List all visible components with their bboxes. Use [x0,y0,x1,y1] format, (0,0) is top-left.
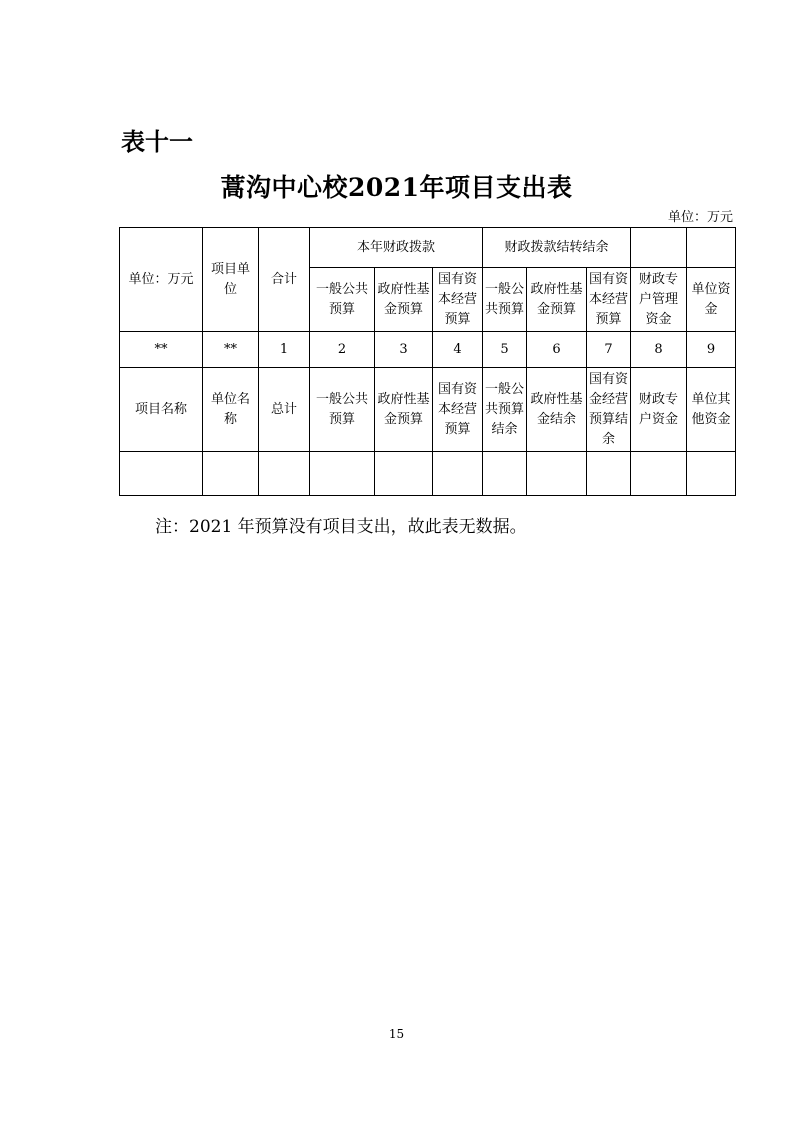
page-number: 15 [388,1027,405,1041]
header-unit: 单位：万元 [120,228,203,332]
empty-cell [527,452,587,496]
header-carry-gov-fund: 政府性基金预算 [527,268,587,332]
name-cell: 财政专户资金 [631,368,687,452]
name-cell: 单位其他资金 [687,368,736,452]
name-cell: 总计 [259,368,310,452]
table-empty-row [120,452,736,496]
table-header-row-1 [120,228,736,268]
header-project-unit: 项目单位 [203,228,259,332]
name-cell: 单位名称 [203,368,259,452]
header-current-state-capital: 国有资本经营预算 [433,268,483,332]
name-cell: 项目名称 [120,368,203,452]
table-index-row [120,332,736,368]
empty-cell [587,452,631,496]
empty-cell [687,452,736,496]
header-carry-general: 一般公共预算 [483,268,527,332]
empty-cell [259,452,310,496]
header-current-general: 一般公共预算 [310,268,375,332]
footnote: 注：2021 年预算没有项目支出，故此表无数据。 [155,517,527,537]
index-cell: 8 [631,332,687,368]
empty-cell [433,452,483,496]
header-unit-funds: 单位资金 [687,268,736,332]
index-cell: 1 [259,332,310,368]
index-cell: ** [203,332,259,368]
header-special-mgmt: 财政专户管理资金 [631,268,687,332]
index-cell: 9 [687,332,736,368]
name-cell: 一般公共预算结余 [483,368,527,452]
index-cell: 4 [433,332,483,368]
project-expenditure-table [119,227,736,496]
index-cell: ** [120,332,203,368]
table-label: 表十一 [121,127,193,156]
empty-cell [203,452,259,496]
header-carry-state-capital: 国有资本经营预算 [587,268,631,332]
page-title: 蒿沟中心校2021年项目支出表 [220,173,573,202]
name-cell: 政府性基金预算 [375,368,433,452]
header-current-year-group: 本年财政拨款 [310,228,483,268]
header-total: 合计 [259,228,310,332]
empty-cell [120,452,203,496]
name-cell: 一般公共预算 [310,368,375,452]
empty-cell [375,452,433,496]
header-empty-cell [687,228,736,268]
name-cell: 国有资金经营预算结余 [587,368,631,452]
empty-cell [631,452,687,496]
name-cell: 国有资本经营预算 [433,368,483,452]
empty-cell [483,452,527,496]
index-cell: 3 [375,332,433,368]
index-cell: 5 [483,332,527,368]
empty-cell [310,452,375,496]
header-empty-cell [631,228,687,268]
index-cell: 6 [527,332,587,368]
table-name-row [120,368,736,452]
unit-note: 单位：万元 [667,210,733,225]
header-current-gov-fund: 政府性基金预算 [375,268,433,332]
header-carryover-group: 财政拨款结转结余 [483,228,631,268]
name-cell: 政府性基金结余 [527,368,587,452]
index-cell: 2 [310,332,375,368]
index-cell: 7 [587,332,631,368]
